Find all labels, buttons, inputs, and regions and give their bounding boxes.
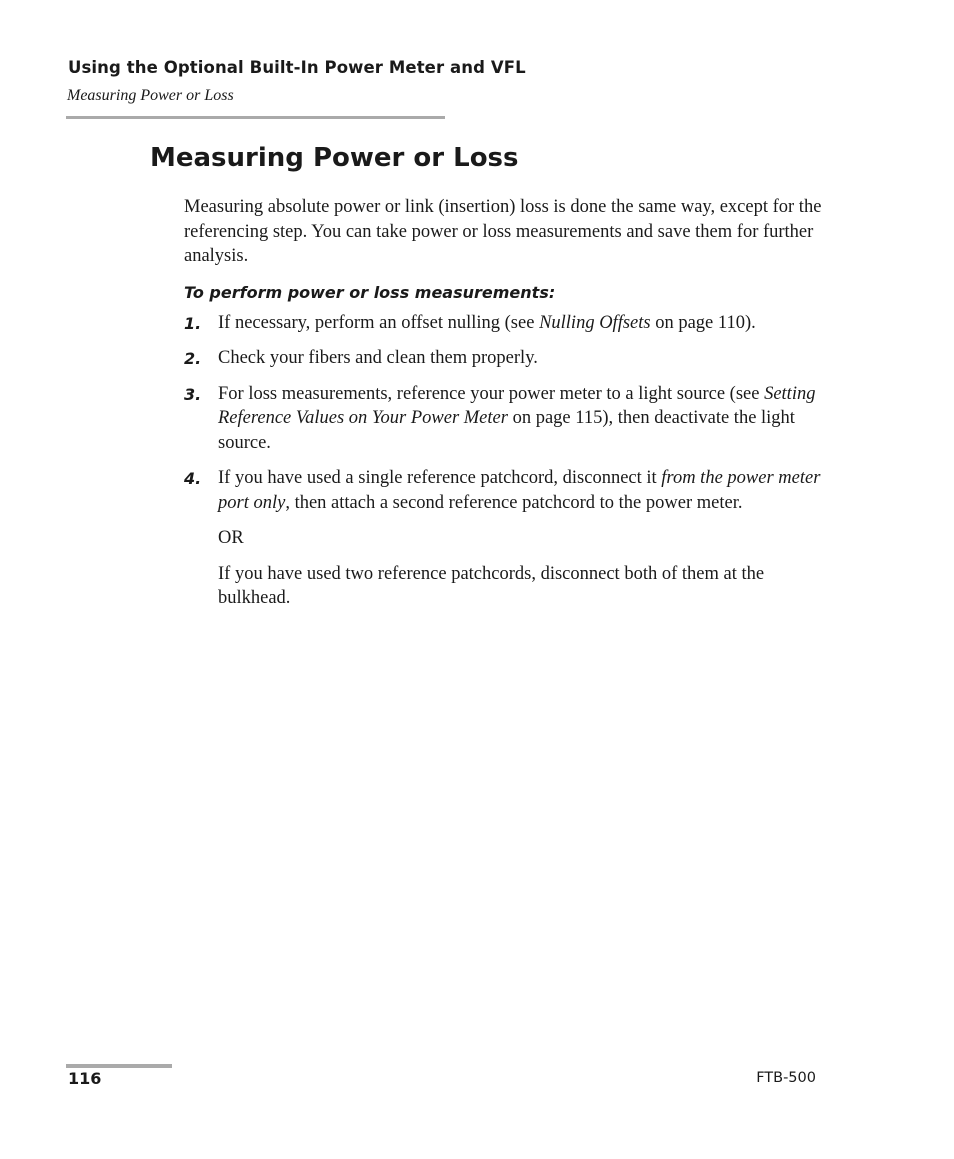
step-alternative: If you have used two reference patchcords, disconnect both of them at the bulkhead. [218,563,765,608]
step-text-part: For loss measurements, reference your power meter to a light source (see [218,383,765,404]
or-label: OR [218,528,244,548]
page-number: 116 [68,1069,102,1088]
step-text [218,382,824,456]
step-text-part: on page 110). [650,312,756,333]
cross-reference: Setting Reference Values on Your Power Meter [218,383,816,428]
running-header-subtitle: Measuring Power or Loss [67,87,234,104]
step-number: 1. [184,313,202,333]
cross-reference: Nulling Offsets [539,312,651,333]
step-text-part: , then attach a second reference patchcord to the power meter. [285,492,743,513]
step-3 [184,382,824,456]
emphasis-text: from the power meter port only [218,468,821,513]
step-4 [184,466,824,611]
step-2 [184,346,824,371]
main-content [184,195,824,622]
procedure-steps [184,311,824,611]
header-rule [66,116,445,119]
product-name: FTB-500 [756,1070,816,1086]
footer-rule [66,1064,172,1068]
step-number: 4. [184,469,202,488]
procedure-heading: To perform power or loss measurements: [184,282,556,302]
intro-paragraph: Measuring absolute power or link (insertion) loss is done the same way, except for the referencing step. You can take power or loss measurements and save them for further analysis. [184,197,822,266]
step-text: Check your fibers and clean them properly. [218,348,538,368]
step-number: 3. [184,384,202,404]
page-title: Measuring Power or Loss [150,143,519,173]
step-text-part: If necessary, perform an offset nulling (see [218,312,540,333]
step-number: 2. [184,349,202,368]
step-text [218,311,824,336]
running-header-title: Using the Optional Built-In Power Meter and VFL [68,58,526,77]
step-text [218,466,824,515]
step-text-part: on page 115), then deactivate the light source. [218,408,795,453]
step-1 [184,311,824,336]
step-text-part: If you have used a single reference patchcord, disconnect it [218,468,662,488]
